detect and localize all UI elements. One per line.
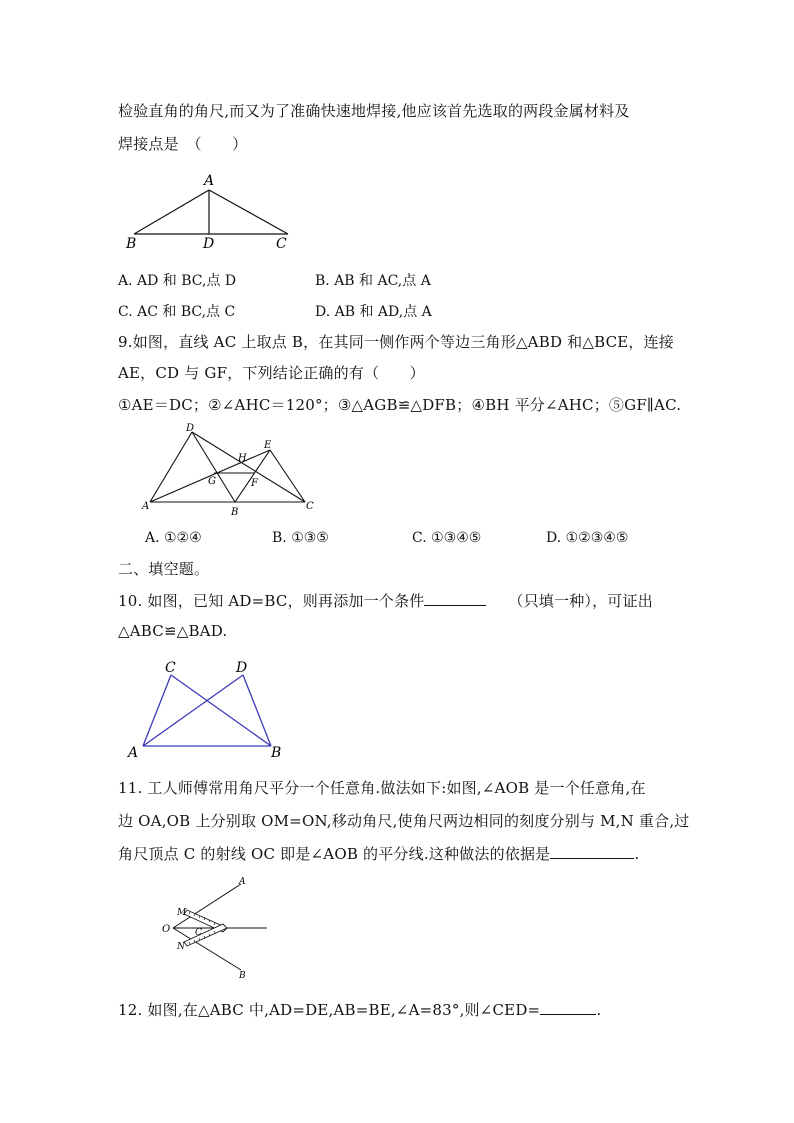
q12-text-line [118, 999, 601, 1020]
q10-answer-blank[interactable] [424, 591, 486, 606]
q10-text-post: （只填一种），可证出 [508, 592, 653, 610]
q9-option-c: C. ①③④⑤ [412, 530, 482, 546]
q9-label-b: B [231, 507, 239, 518]
q12-text-pre: 12. 如图,在△ABC 中,AD=DE,AB=BE,∠A=83°,则∠CED= [118, 1001, 541, 1019]
q11-label-b: B [239, 971, 246, 981]
q10-label-a: A [128, 745, 139, 760]
q8-text-line2: 焊接点是 （ ） [118, 135, 248, 153]
q9-label-h: H [238, 453, 247, 464]
section-title-fill-in: 二、填空题。 [118, 560, 210, 578]
q10-figure [125, 658, 290, 764]
q12-answer-blank[interactable] [540, 1000, 596, 1015]
q11-label-c: C [195, 928, 202, 938]
q8-figure [118, 170, 308, 256]
q8-text-line1: 检验直角的角尺,而又为了准确快速地焊接,他应该首先选取的两段金属材料及 [118, 102, 630, 120]
q12-text-post: . [596, 1001, 602, 1019]
q10-label-b: B [271, 745, 282, 760]
q9-text-line1: 9.如图，直线 AC 上取点 B，在其同一侧作两个等边三角形△ABD 和△BCE，连接 [118, 333, 675, 351]
q11-answer-blank[interactable] [550, 844, 634, 859]
q10-text-line2: △ABC≌△BAD. [118, 622, 228, 640]
q9-option-d: D. ①②③④⑤ [546, 530, 629, 546]
q11-text-post: . [634, 845, 640, 863]
q10-text-line1 [118, 590, 653, 611]
q9-label-a: A [142, 501, 150, 512]
q8-label-a: A [204, 173, 215, 189]
q9-label-g: G [208, 476, 216, 487]
q10-text-pre: 10. 如图，已知 AD=BC，则再添加一个条件 [118, 592, 425, 610]
q11-text-pre: 角尺顶点 C 的射线 OC 即是∠AOB 的平分线.这种做法的依据是 [118, 845, 551, 863]
q8-label-b: B [126, 236, 137, 252]
q9-text-line2: AE，CD 与 GF，下列结论正确的有（ ） [118, 364, 425, 382]
q8-option-d: D. AB 和 AD,点 A [315, 304, 432, 320]
q9-option-b: B. ①③⑤ [272, 530, 329, 546]
q10-label-c: C [165, 660, 176, 676]
q11-text-line2: 边 OA,OB 上分别取 OM=ON,移动角尺,使角尺两边相同的刻度分别与 M,N 重合,过 [118, 812, 690, 830]
q11-text-line1: 11. 工人师傅常用角尺平分一个任意角.做法如下:如图,∠AOB 是一个任意角,在 [118, 779, 646, 797]
q9-label-d: D [186, 423, 195, 434]
q11-text-line3 [118, 843, 639, 864]
q9-label-e: E [264, 440, 272, 451]
q9-text-line3: ①AE＝DC；②∠AHC＝120°；③△AGB≌△DFB；④BH 平分∠AHC；⑤GF∥AC. [118, 396, 682, 414]
q9-figure [140, 420, 320, 522]
q8-label-c: C [276, 236, 287, 252]
q11-label-n: N [177, 942, 185, 952]
q8-option-b: B. AB 和 AC,点 A [315, 273, 431, 289]
q8-label-d: D [203, 236, 215, 252]
q9-label-c: C [306, 501, 314, 512]
q10-label-d: D [236, 660, 248, 676]
q11-figure [155, 870, 275, 986]
q11-label-a: A [239, 877, 246, 887]
q8-option-c: C. AC 和 BC,点 C [118, 304, 236, 320]
q9-label-f: F [251, 478, 258, 489]
q11-label-o: O [162, 924, 171, 935]
q9-option-a: A. ①②④ [145, 530, 202, 546]
q11-label-m: M [177, 908, 187, 918]
q8-option-a: A. AD 和 BC,点 D [118, 273, 237, 289]
